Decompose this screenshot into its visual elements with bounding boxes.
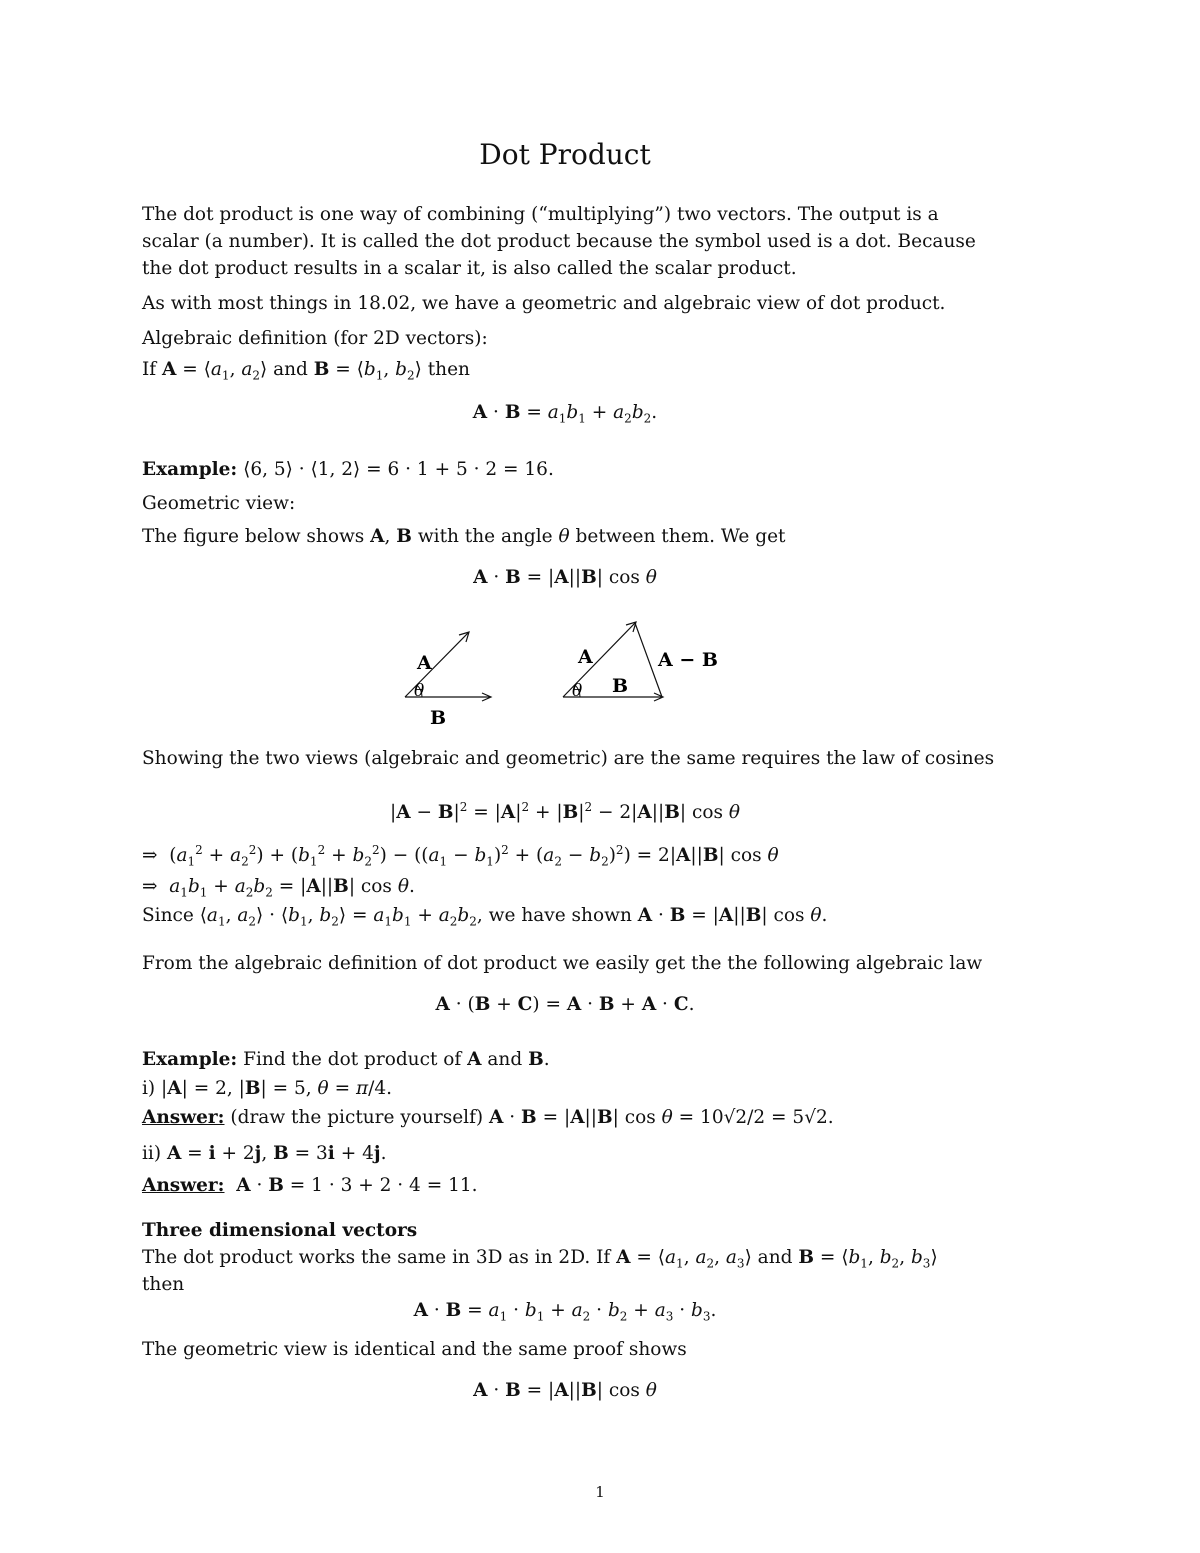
intro-line-2: scalar (a number). It is called the dot product because the symbol used is a dot. Because (142, 231, 976, 252)
right-diagram (563, 622, 718, 701)
example-1: Example: ⟨6, 5⟩ · ⟨1, 2⟩ = 6 · 1 + 5 · 2 = 16. (142, 459, 554, 480)
derivation-step-1: ⇒ $(a_1^2 + a_2^2) + (b_1^2 + b_2^2) - ((a_1 - b_1)^2 + (a_2 - b_2)^2) = 2|A||B|$ cos θ (142, 842, 779, 869)
law-of-cosines-line: Showing the two views (algebraic and geometric) are the same requires the law of cosines (142, 748, 995, 769)
intro-line-3: the dot product results in a scalar it, is also called the scalar product. (142, 258, 797, 279)
three-d-intro-line: The dot product works the same in 3D as in 2D. If $A = ⟨a_1$, $a_2$, $a_3⟩$ and $B = ⟨b_1$, $b_2$, $b_3⟩$ (142, 1247, 938, 1271)
answer-i: Answer: (draw the picture yourself) A · B = |A||B| cos θ = 10√2/2 = 5√2. (142, 1107, 834, 1128)
page-title: Dot Product (479, 138, 651, 171)
triangle-label-a-minus-b: A − B (658, 649, 718, 671)
page-number: 1 (595, 1483, 605, 1501)
intro-line-1: The dot product is one way of combining (“multiplying”) two vectors. The output is a (142, 204, 939, 225)
definition-vectors-line: If $A = ⟨a_1$, $a_2⟩$ and $B = ⟨b_1$, $b_2⟩$ then (142, 359, 470, 383)
triangle-label-theta: θ (572, 681, 583, 701)
algebraic-formula: $A \cdot B = a_1b_1 + a_2b_2$. (472, 402, 658, 426)
label-a: A (417, 652, 432, 674)
algebraic-definition-label: Algebraic definition (for 2D vectors): (142, 328, 488, 349)
triangle-label-b: B (612, 675, 629, 697)
algebraic-law-line: From the algebraic definition of dot product we easily get the the following algebraic law (142, 953, 983, 974)
figure-description-line: The figure below shows A, B with the angle θ between them. We get (142, 526, 786, 547)
example-2: Example: Find the dot product of A and B. (142, 1049, 550, 1070)
answer-ii-label: Answer: (142, 1175, 225, 1196)
geometric-view-label: Geometric view: (142, 493, 296, 514)
example-2-part-i: i) |A| = 2, |B| = 5, θ = π/4. (142, 1078, 393, 1099)
derivation-step-2: ⇒ $a_1b_1 + a_2b_2 = |A||B|$ cos θ. (142, 876, 415, 900)
left-diagram (405, 632, 491, 729)
vector-figure (390, 615, 740, 735)
three-d-then: then (142, 1274, 185, 1295)
label-b: B (430, 707, 447, 729)
answer-i-text: (draw the picture yourself) (230, 1107, 484, 1128)
example-2-text: Find the dot product of (243, 1049, 462, 1070)
triangle-label-a: A (578, 646, 593, 668)
then-word: then (427, 359, 470, 380)
example-2-label: Example: (142, 1049, 238, 1070)
example-1-label: Example: (142, 459, 238, 480)
law-of-cosines-formula: $|A - B|^2 = |A|^2 + |B|^2 - 2|A||B|$ cos θ (390, 799, 740, 823)
geometric-identical-line: The geometric view is identical and the same proof shows (142, 1339, 687, 1360)
three-d-geometric-formula: A · B = |A||B| cos θ (473, 1380, 657, 1401)
since-line: Since $⟨a_1$, $a_2⟩$ · $⟨b_1$, $b_2⟩ = a_1b_1 + a_2b_2$, we have shown A · B = |A||B| cos θ. (142, 905, 828, 929)
geometric-formula: A · B = |A||B| cos θ (473, 567, 657, 588)
three-d-formula: $A \cdot B = a_1 \cdot b_1 + a_2 \cdot b_2 + a_3 \cdot b_3$. (413, 1300, 717, 1324)
three-d-heading: Three dimensional vectors (142, 1220, 418, 1241)
example-2-part-ii: ii) A = i + 2j, B = 3i + 4j. (142, 1143, 387, 1164)
answer-ii: Answer: A · B = 1 · 3 + 2 · 4 = 11. (142, 1175, 478, 1196)
distributive-law-formula: A · (B + C) = A · B + A · C. (435, 994, 695, 1015)
answer-i-label: Answer: (142, 1107, 225, 1128)
views-line: As with most things in 18.02, we have a geometric and algebraic view of dot product. (142, 293, 946, 314)
label-theta: θ (414, 681, 425, 701)
